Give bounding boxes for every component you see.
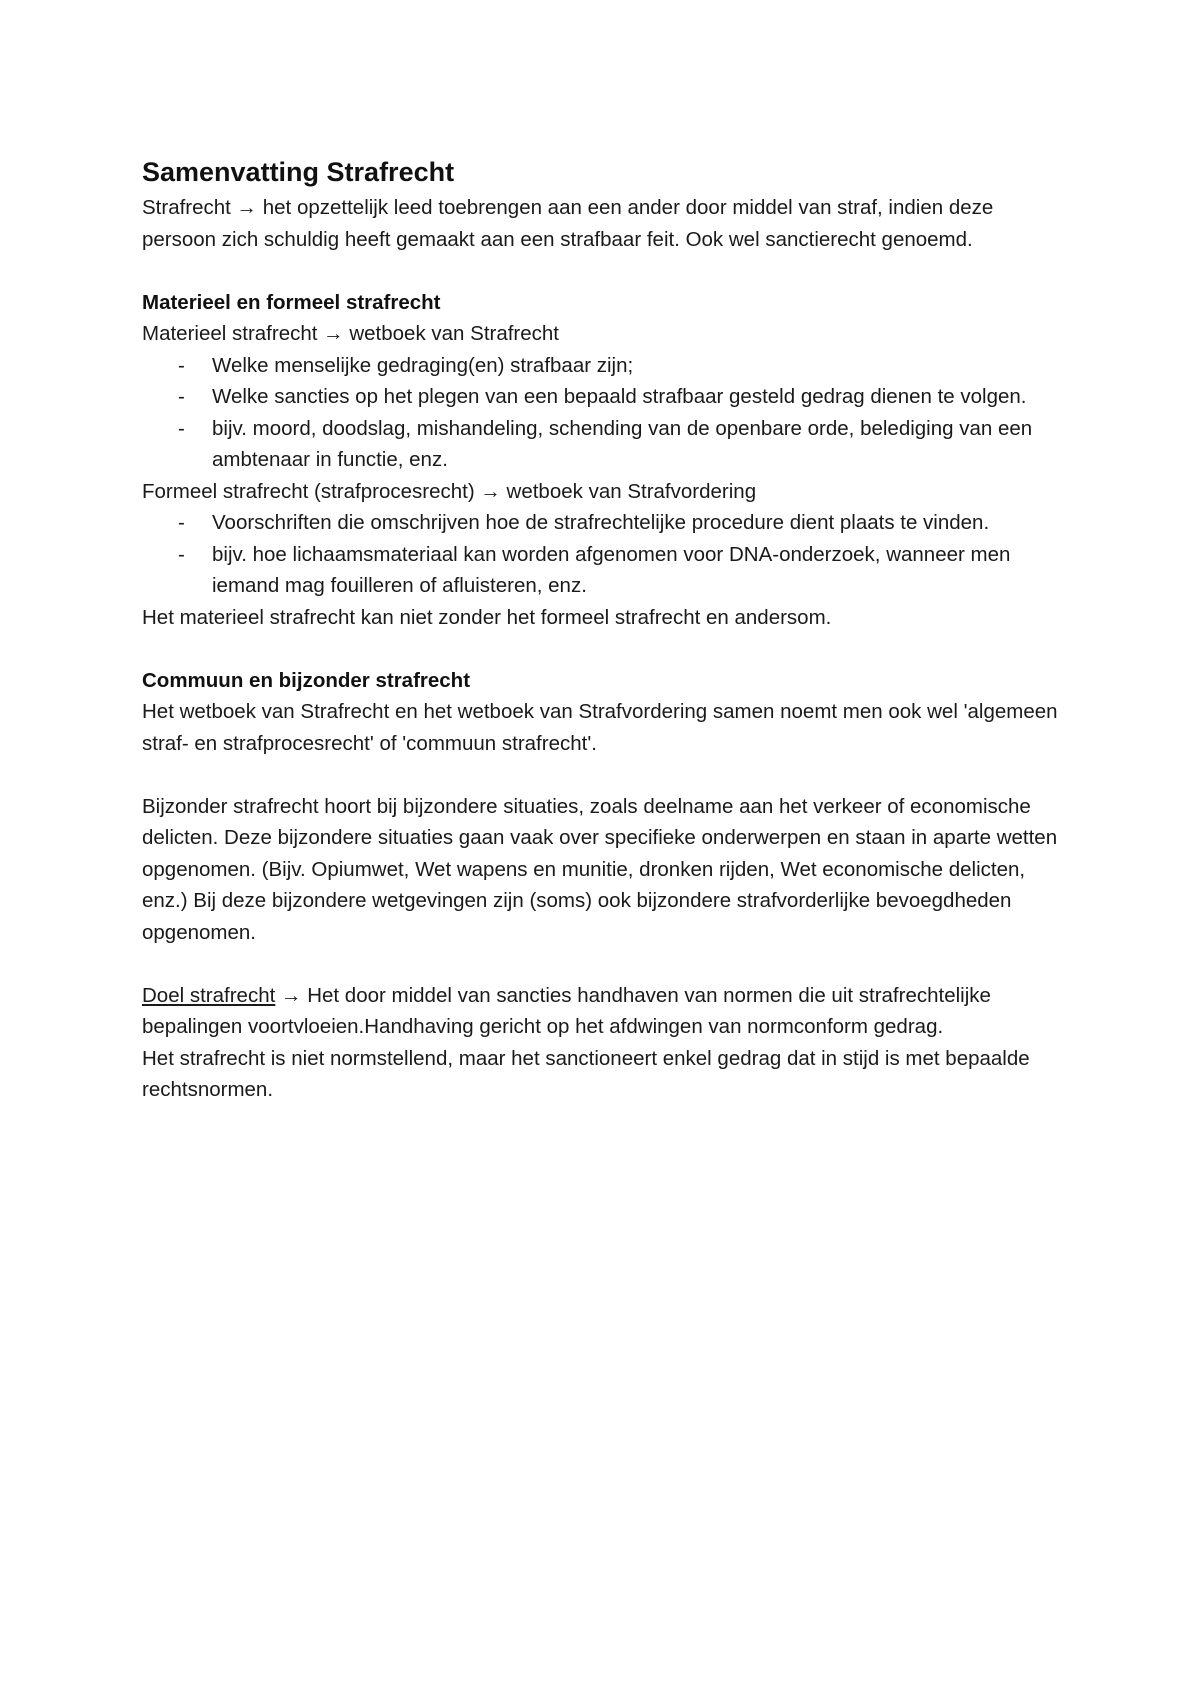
document-title: Samenvatting Strafrecht (142, 157, 455, 187)
dash-bullet: - (178, 353, 185, 377)
list-item-text: bijv. moord, doodslag, mishandeling, schending van de openbare orde, belediging van een ambtenaar in functie, enz. (212, 416, 1033, 471)
list-item-text: Welke menselijke gedraging(en) strafbaar zijn; (212, 353, 634, 377)
normstellend-paragraph: Het strafrecht is niet normstellend, maar het sanctioneert enkel gedrag dat in stijd is met bepaalde rechtsnormen. (142, 1046, 1030, 1101)
bijzonder-paragraph: Bijzonder strafrecht hoort bij bijzondere situaties, zoals deelname aan het verkeer of economische delicten. Deze bijzondere situaties gaan vaak over specifieke onderwerpen en staan in aparte wetten opgenomen. (Bijv. Opiumwet, Wet wapens en munitie, dronken rijden, Wet economische delicten, enz.) Bij deze bijzondere wetgevingen zijn (soms) ook bijzondere strafvorderlijke bevoegdheden opgenomen. (142, 794, 1058, 944)
formeel-definition: Formeel strafrecht (strafprocesrecht) → wetboek van Strafvordering (142, 479, 757, 503)
list-item-text: Welke sancties op het plegen van een bepaald strafbaar gesteld gedrag dienen te volgen. (212, 385, 1027, 408)
dash-bullet: - (178, 385, 185, 408)
dash-bullet: - (178, 542, 185, 566)
commuun-paragraph: Het wetboek van Strafrecht en het wetboek van Strafvordering samen noemt men ook wel 'algemeen straf- en strafprocesrecht' of 'commuun strafrecht'. (142, 700, 1058, 755)
list-item (178, 413, 1072, 476)
list-item (178, 539, 1072, 602)
spacer (142, 948, 1072, 980)
list-item-text: bijv. hoe lichaamsmateriaal kan worden afgenomen voor DNA-onderzoek, wanneer men iemand mag fouilleren of afluisteren, enz. (212, 542, 1011, 597)
materieel-definition: Materieel strafrecht → wetboek van Strafrecht (142, 322, 560, 345)
section-heading-materieel-formeel: Materieel en formeel strafrecht (142, 290, 441, 314)
dash-bullet: - (178, 416, 185, 440)
list-item-text: Voorschriften die omschrijven hoe de strafrechtelijke procedure dient plaats te vinden. (212, 511, 990, 534)
list-item (178, 381, 1072, 413)
dash-bullet: - (178, 511, 185, 534)
doel-term: Doel strafrecht (142, 983, 276, 1007)
spacer (142, 255, 1072, 287)
spacer (142, 759, 1072, 791)
list-item (178, 507, 1072, 539)
materieel-list (142, 350, 1072, 476)
doel-paragraph (142, 980, 1072, 1043)
doel-definition: → Het door middel van sancties handhaven van normen die uit strafrechtelijke bepalingen voortvloeien.Handhaving gericht op het afdwingen van normconform gedrag. (142, 983, 991, 1038)
section-heading-commuun-bijzonder: Commuun en bijzonder strafrecht (142, 668, 471, 692)
list-item (178, 350, 1072, 382)
document-page (142, 152, 1072, 1106)
section1-closing: Het materieel strafrecht kan niet zonder het formeel strafrecht en andersom. (142, 605, 832, 629)
formeel-list (142, 507, 1072, 602)
intro-paragraph: Strafrecht → het opzettelijk leed toebrengen aan een ander door middel van straf, indien deze persoon zich schuldig heeft gemaakt aan een strafbaar feit. Ook wel sanctierecht genoemd. (142, 196, 994, 251)
spacer (142, 633, 1072, 665)
